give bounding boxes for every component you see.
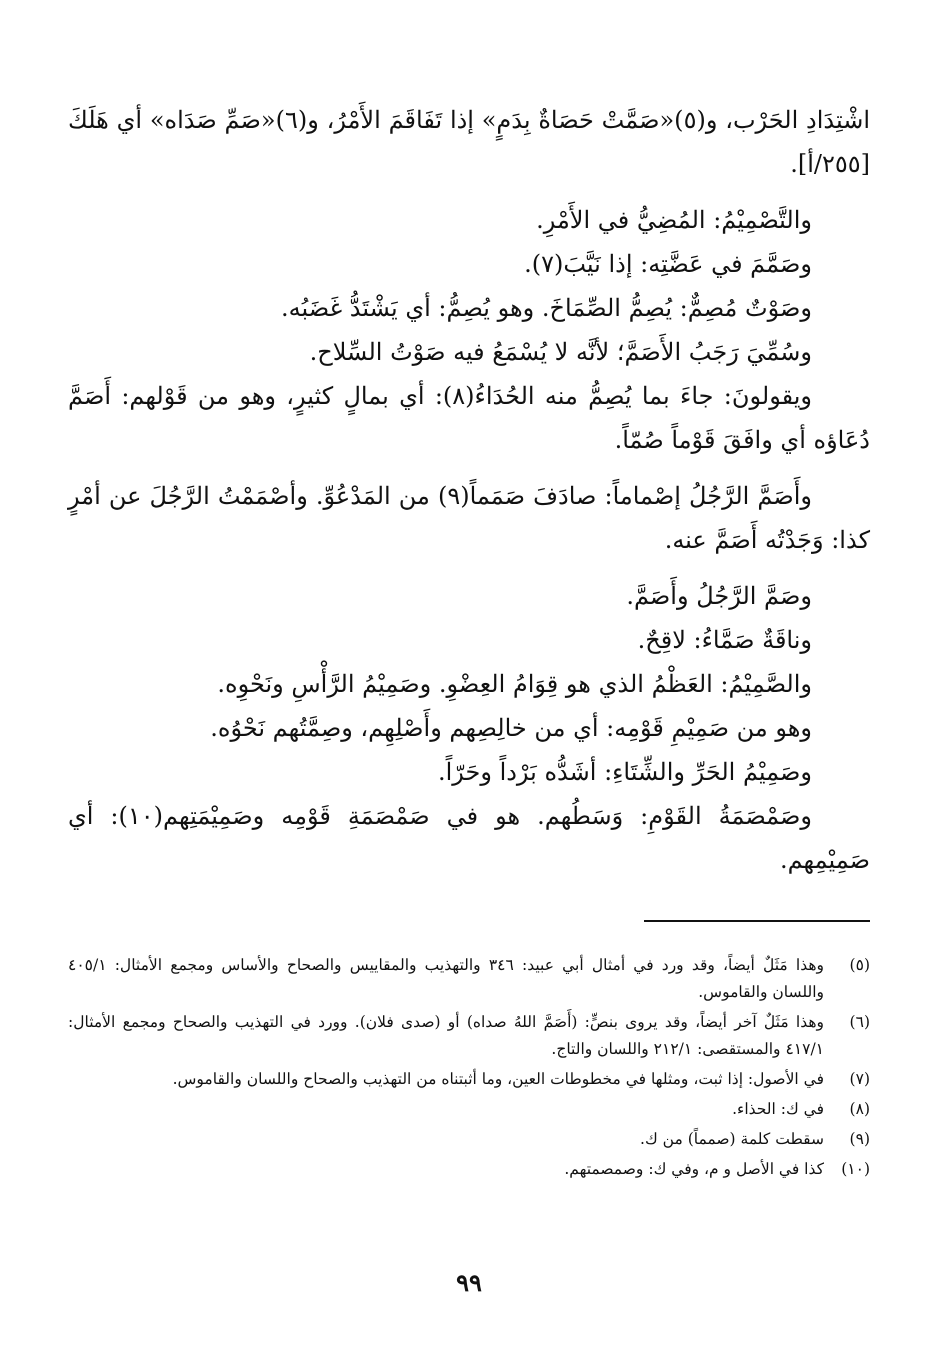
paragraph-samma-rajul: وصَمَّ الرَّجُلُ وأَصَمَّ. [626,582,812,610]
footnote-text: وهذا مَثَلٌ آخر أيضاً، وقد يروى بنصٍّ: (أَصَمَّ اللهُ صداه) أو (صدى فلان). وورد في التهذيب والصحاح ومجمع الأمثال: ٤١٧/١ والمستقصى: ٢١٢/١ واللسان والتاج. [68,1013,824,1058]
paragraph-samim-harr: وصَمِيْمُ الحَرِّ والشِّتَاءِ: أشَدُّه بَرْداً وحَرّاً. [437,758,812,786]
footnote-number: (١٠) [841,1160,870,1178]
footnote [68,1009,870,1063]
footnote [68,1066,870,1093]
footnote-number: (٩) [849,1130,870,1148]
footnotes [68,952,870,1186]
footnote [68,1096,870,1123]
footnote-separator [644,920,870,922]
paragraph-samim: والصَّمِيْمُ: العَظْمُ الذي هو قِوَامُ العِضْوِ. وصَمِيْمُ الرَّأْسِ ونَحْوِه. [217,670,812,698]
footnote-number: (٥) [849,956,870,974]
paragraph-yaqulun: ويقولونَ: جاءَ بما يُصِمُّ منه الحُدَاءُ(٨): أي بمالٍ كثيرٍ، وهو من قَوْلهم: أَصَمَّ دُعَاؤه أي وافَقَ قَوْماً صُمّاً. [68,382,870,454]
paragraph-naqa: وناقَةٌ صَمَّاءُ: لاقِحٌ. [637,626,812,654]
footnote [68,952,870,1006]
footnote-text: في الأصول: إذا ثبت، ومثلها في مخطوطات العين، وما أثبتناه من التهذيب والصحاح واللسان والقاموس. [172,1070,824,1088]
main-text [68,98,870,882]
footnote-text: في ك: الحذاء. [732,1100,824,1118]
paragraph-tasmim: والتَّصْمِيْمُ: المُضِيُّ في الأَمْرِ. [536,206,812,234]
footnote-number: (٨) [849,1100,870,1118]
footnote [68,1156,870,1183]
footnote-text: سقطت كلمة (صمماً) من ك. [640,1130,824,1148]
footnote-number: (٦) [849,1013,870,1031]
paragraph-sawt-musim: وصَوْتٌ مُصِمٌّ: يُصِمُّ الصِّمَاخَ. وهو يُصِمُّ: أي يَشْتَدُّ غَضَبُه. [281,294,812,322]
paragraph-continuation: اشْتِدَادِ الحَرْب، و(٥)«صَمَّتْ حَصَاةٌ بِدَمٍ» إذا تَفَاقَمَ الأَمْرُ، و(٦)«صَمِّ صَدَاه» أي هَلَكَ [٢٥٥/أ]. [68,106,871,178]
footnote [68,1126,870,1153]
footnote-number: (٧) [849,1070,870,1088]
paragraph-rajab: وسُمِّيَ رَجَبُ الأَصَمَّ؛ لأنَّه لا يُسْمَعُ فيه صَوْتُ السِّلاح. [309,338,812,366]
paragraph-samim-qawm: وهو من صَمِيْمِ قَوْمِه: أي من خالِصِهم وأَصْلِهِم، وصِمَّتُهم نَحْوُه. [210,714,812,742]
paragraph-samsama: وصَمْصَمَةُ القَوْمِ: وَسَطُهم. هو في صَمْصَمَةِ قَوْمِه وصَمِيْمَتِهم(١٠): أي صَمِيْمِهم. [68,802,870,874]
paragraph-sammama: وصَمَّمَ في عَضَّتِه: إذا نَيَّبَ(٧). [524,250,812,278]
paragraph-asamma: وأَصَمَّ الرَّجُلُ إصْماماً: صادَفَ صَمَماً(٩) من المَدْعُوِّ. وأصْمَمْتُ الرَّجُلَ عن أمْرٍ كذا: وَجَدْتُه أَصَمَّ عنه. [68,482,870,554]
page-number: ٩٩ [456,1268,482,1297]
footnote-text: كذا في الأصل و م، وفي ك: وصمصمتهم. [564,1160,824,1178]
footnote-text: وهذا مَثَلٌ أيضاً، وقد ورد في أمثال أبي عبيد: ٣٤٦ والتهذيب والمقاييس والصحاح والأساس ومجمع الأمثال: ٤٠٥/١ واللسان والقاموس. [68,956,825,1001]
